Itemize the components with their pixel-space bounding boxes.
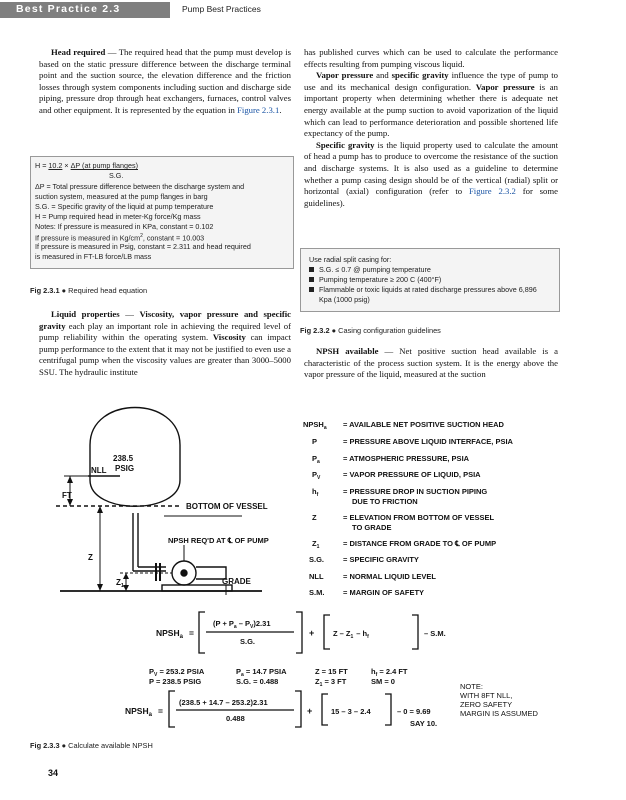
eq-line-2: S.G. (109, 171, 124, 180)
t: Z (116, 578, 121, 587)
paragraph-specific-gravity (304, 140, 558, 210)
t: = SPECIFIC GRAVITY (343, 555, 419, 564)
t: Z (312, 513, 317, 522)
vessel-pressure-unit: PSIG (115, 464, 135, 473)
bracket-right (296, 612, 302, 653)
eq1-denominator: S.G. (240, 637, 256, 646)
eq2-result: – 0 = 9.69 (397, 707, 431, 716)
t: Vapor pressure (475, 81, 535, 92)
t: = (157, 706, 163, 716)
casing-guidelines-box (300, 248, 560, 312)
eq1-plus: + (309, 628, 315, 638)
t: H = (35, 161, 49, 170)
arrowhead (67, 499, 73, 506)
t: a (148, 712, 152, 718)
t: f (367, 634, 369, 640)
t: can impact pump performance to the extent that it may not be justified to even use a centrifugal pump when the viscosity values are greater than 3000–5000 SSU. The hydraulic institute (39, 332, 291, 377)
t: Z – Z (333, 629, 351, 638)
eq1-numerator (213, 619, 271, 630)
t: S.G. (236, 677, 252, 686)
figure-link-2-3-2[interactable]: Figure 2.3.2 (468, 186, 516, 197)
bottom-of-vessel-label: BOTTOM OF VESSEL (186, 502, 268, 511)
t: NPSH (303, 420, 324, 429)
t: a (179, 634, 183, 640)
paragraph-continued: has published curves which can be used to calculate the performance effects resulting from pumping viscous liquid. (304, 47, 558, 69)
legend-row-7 (312, 539, 496, 550)
right-column-top (304, 47, 558, 209)
t: = MARGIN OF SAFETY (343, 588, 425, 597)
text: — The required head that the pump must develop is based on the static pressure difference between the discharge terminal point and the suction source, the elevation difference and the friction losses through system components including suction and discharge side piping, pressure drop through heat exchangers, furnaces, control valves and other equipment. It is represented by the equation in (39, 47, 291, 115)
symbol-legend (303, 420, 514, 597)
t: Vapor pressure (316, 70, 374, 81)
ft-label: FT (62, 491, 72, 500)
legend-row-3 (312, 454, 470, 465)
bracket-left-4 (322, 694, 328, 725)
guide-title: Use radial split casing for: (309, 255, 392, 264)
eq-line-6: H = Pump required head in meter-Kg force/Kg mass (35, 212, 201, 221)
t: V (250, 624, 254, 630)
section-tag (0, 2, 170, 18)
value-sg (236, 677, 278, 686)
page-number: 34 (48, 768, 59, 778)
t: = PRESSURE ABOVE LIQUID INTERFACE, PSIA (343, 437, 513, 446)
t: SM (371, 677, 383, 686)
t: Required head equation (68, 286, 148, 295)
legend-row-10 (309, 588, 424, 597)
t: NPSH (125, 706, 149, 716)
eq-line-4: suction system, measured at the pump flanges in barg (35, 192, 208, 201)
t: = 14.7 PSIA (243, 667, 287, 676)
npsh-required-label: NPSH REQ'D AT ℄ OF PUMP (168, 536, 269, 545)
legend-row-6 (312, 513, 494, 522)
t: P (312, 470, 318, 479)
t: h (312, 487, 317, 496)
t: P (149, 667, 155, 676)
vessel-shell (90, 408, 180, 507)
t: = NORMAL LIQUID LEVEL (343, 572, 436, 581)
eq-line-3: ΔP = Total pressure difference between the discharge system and (35, 182, 245, 191)
t: Fig 2.3.2 (300, 326, 330, 335)
t: Viscosity, vapor pressure and specific gravity (39, 309, 292, 331)
arrowhead (67, 476, 73, 483)
legend-row-4 (312, 470, 481, 481)
grade-label: GRADE (222, 577, 251, 586)
t: a (323, 425, 327, 431)
eq1-lhs (156, 628, 194, 640)
t: influence the type of pump to use and its mechanical design configuration. (304, 70, 559, 92)
eq-line-10: is measured in FT-LB force/LB mass (35, 252, 152, 261)
t: P (312, 454, 318, 463)
t: 1 (316, 544, 320, 550)
eq1-bracket-2 (333, 629, 369, 640)
t: h (371, 667, 376, 676)
note-line: WITH 8FT NLL, (460, 691, 513, 700)
t: P (236, 667, 242, 676)
t: = 3 FT (322, 677, 347, 686)
t: = PRESSURE DROP IN SUCTION PIPING (343, 487, 488, 496)
value-p (149, 677, 201, 686)
t: NPSH (156, 628, 180, 638)
eq1-tail: – S.M. (424, 629, 446, 638)
t: = DISTANCE FROM GRADE TO ℄ OF PUMP (343, 539, 497, 548)
t: = ELEVATION FROM BOTTOM OF VESSEL (343, 513, 495, 522)
figure-caption-2-3-2: Fig 2.3.2 ● Casing configuration guidelines (300, 326, 441, 335)
given-values (149, 667, 408, 688)
running-title: Pump Best Practices (182, 4, 261, 14)
guide-item-2 (309, 275, 441, 285)
value-sm (371, 677, 395, 686)
legend-row-8 (309, 555, 419, 564)
t: NLL (309, 572, 324, 581)
t: , constant = 10.003 (142, 233, 205, 243)
note (460, 682, 539, 718)
t: = (188, 628, 194, 638)
section-label: Best Practice 2.3 (16, 3, 121, 15)
t: × (62, 161, 71, 170)
paragraph-npsh-available (304, 346, 558, 381)
t: is the liquid property used to calculate the amount of head a pump has to produce to overcome the resistance of the suction and discharge systems. It is also used as a guideline to determine whether a pump casing design should be of the vertical (radial) split or horizontal (axial) configuration (refer to (304, 139, 558, 197)
bracket-left-2 (324, 615, 330, 649)
term-head-required: Head required (51, 47, 106, 57)
eq2-denominator: 0.488 (226, 714, 245, 723)
t: 1 (319, 682, 323, 688)
note-line: MARGIN IS ASSUMED (460, 709, 538, 718)
arrowhead (123, 573, 129, 579)
pump-centerline-dot (181, 570, 187, 576)
paragraph-head-required (39, 47, 291, 117)
t: is an important property when determining whether there is adequate net energy available at the pump suction to avoid vaporization of the liquid which can lead to performance deterioration and possible shortened life expectancy of the pump. (304, 81, 558, 139)
bracket-left (199, 612, 205, 653)
t: – h (356, 629, 368, 638)
t: Z (315, 667, 320, 676)
t: S.G. (309, 555, 325, 564)
eq2-rounded: SAY 10. (410, 719, 438, 728)
bracket-right-4 (385, 694, 391, 725)
figure-link-2-3-1[interactable]: Figure 2.3.1 (237, 104, 280, 115)
eq-line-9: If pressure is measured in Psig, constant = 2.311 and head required (35, 242, 251, 251)
bracket-right-3 (295, 691, 301, 727)
eq-line-1 (35, 161, 138, 171)
arrowheads (67, 476, 129, 591)
t: a (233, 624, 237, 630)
paragraph-vapor-pressure (304, 70, 558, 140)
t: P (312, 437, 318, 446)
t: f (316, 492, 319, 498)
guide-item-1 (309, 265, 431, 275)
right-column-bottom (304, 346, 558, 381)
t: Calculate available NPSH (68, 741, 153, 750)
t: = 0.488 (251, 677, 279, 686)
t: specific gravity (391, 70, 449, 81)
value-z1 (315, 677, 347, 688)
t: — (119, 309, 140, 319)
bullet-icon (309, 287, 314, 292)
t: Specific gravity (316, 139, 375, 150)
t: = 253.2 PSIA (157, 667, 205, 676)
t: — Net positive suction head available is a characteristic of the process suction system. It is the energy above the vapor pressure of the liquid, measured at the suction (304, 346, 558, 380)
eq2-lhs (125, 706, 163, 718)
legend-row-6-cont: TO GRADE (352, 523, 392, 532)
t: Liquid properties (51, 309, 120, 319)
eq2-numerator: (238.5 + 14.7 – 253.2)2.31 (179, 698, 268, 707)
legend-row-1 (303, 420, 505, 431)
left-column-top (39, 47, 291, 117)
legend-row-5-cont: DUE TO FRICTION (352, 497, 418, 506)
t: )2.31 (253, 619, 271, 628)
t: a (241, 672, 244, 678)
legend-row-9 (309, 572, 436, 581)
paragraph-liquid-properties (39, 309, 291, 379)
guide-item-3-cont: Kpa (1000 psig) (319, 295, 370, 304)
t: 1 (120, 583, 124, 589)
t: NPSH available (316, 346, 379, 356)
t: 1 (350, 634, 354, 640)
t: a (317, 459, 320, 465)
t: Fig 2.3.3 (30, 741, 60, 750)
vessel (56, 408, 262, 592)
t: f (375, 672, 378, 678)
t: S.G. ≤ 0.7 @ pumping temperature (319, 265, 431, 274)
t: Flammable or toxic liquids at rated discharge pressures above 6,896 (319, 285, 537, 294)
t: = 15 FT (319, 667, 348, 676)
t: P (149, 677, 154, 686)
t: = 2.4 FT (377, 667, 408, 676)
note-line: ZERO SAFETY (460, 700, 513, 709)
t: Fig 2.3.1 (30, 286, 60, 295)
t: = 238.5 PSIG (153, 677, 202, 686)
figure-caption-2-3-3: Fig 2.3.3 ● Calculate available NPSH (30, 741, 153, 750)
bullet-icon (309, 267, 314, 272)
eq-line-5: S.G. = Specific gravity of the liquid at pump temperature (35, 202, 214, 211)
note-line: NOTE: (460, 682, 483, 691)
bullet-icon (309, 277, 314, 282)
t: each play an important role in achieving the required level of pump reliability within the operating system. (39, 320, 291, 343)
eq2-bracket-2: 15 – 3 – 2.4 (331, 707, 371, 716)
figure-caption-2-3-1: Fig 2.3.1 ● Required head equation (30, 286, 148, 295)
arrowhead (97, 584, 103, 591)
legend-row-2 (312, 437, 514, 446)
t: (P + P (213, 619, 234, 628)
guide-item-3 (309, 285, 537, 295)
t: Z (315, 677, 320, 686)
t: for some guidelines). (304, 186, 559, 208)
t: = AVAILABLE NET POSITIVE SUCTION HEAD (343, 420, 504, 429)
text: . (279, 104, 282, 115)
t: Z (312, 539, 317, 548)
t: 10.2 (48, 161, 63, 170)
t: V (154, 672, 158, 678)
t: and (373, 70, 392, 81)
t: = VAPOR PRESSURE OF LIQUID, PSIA (343, 470, 481, 479)
nll-label: NLL (91, 466, 107, 475)
value-z (315, 667, 348, 676)
t: Viscosity (212, 332, 246, 343)
vessel-pressure-value: 238.5 (113, 454, 134, 463)
t: V (317, 475, 321, 481)
t: = 0 (382, 677, 395, 686)
t: Pumping temperature ≥ 200 C (400°F) (319, 275, 442, 284)
t: S.M. (309, 588, 325, 597)
npsh-diagram (0, 385, 626, 740)
bracket-right-2 (412, 615, 418, 649)
bracket-left-3 (169, 691, 175, 727)
t: If pressure is measured in Kg/cm (35, 233, 141, 243)
t: = ATMOSPHERIC PRESSURE, PSIA (343, 454, 470, 463)
z1-label (116, 578, 124, 589)
left-column-bottom (39, 309, 291, 379)
z-label: Z (88, 553, 93, 562)
t: Casing configuration guidelines (338, 326, 441, 335)
eq2-plus: + (307, 706, 313, 716)
t: – P (236, 619, 251, 628)
arrowhead (97, 506, 103, 513)
eq-line-7: Notes: If pressure is measured in KPa, constant = 0.102 (35, 222, 214, 231)
t: ΔP (at pump flanges) (70, 161, 138, 170)
t: 2 (140, 233, 143, 239)
equation-box (30, 156, 294, 269)
